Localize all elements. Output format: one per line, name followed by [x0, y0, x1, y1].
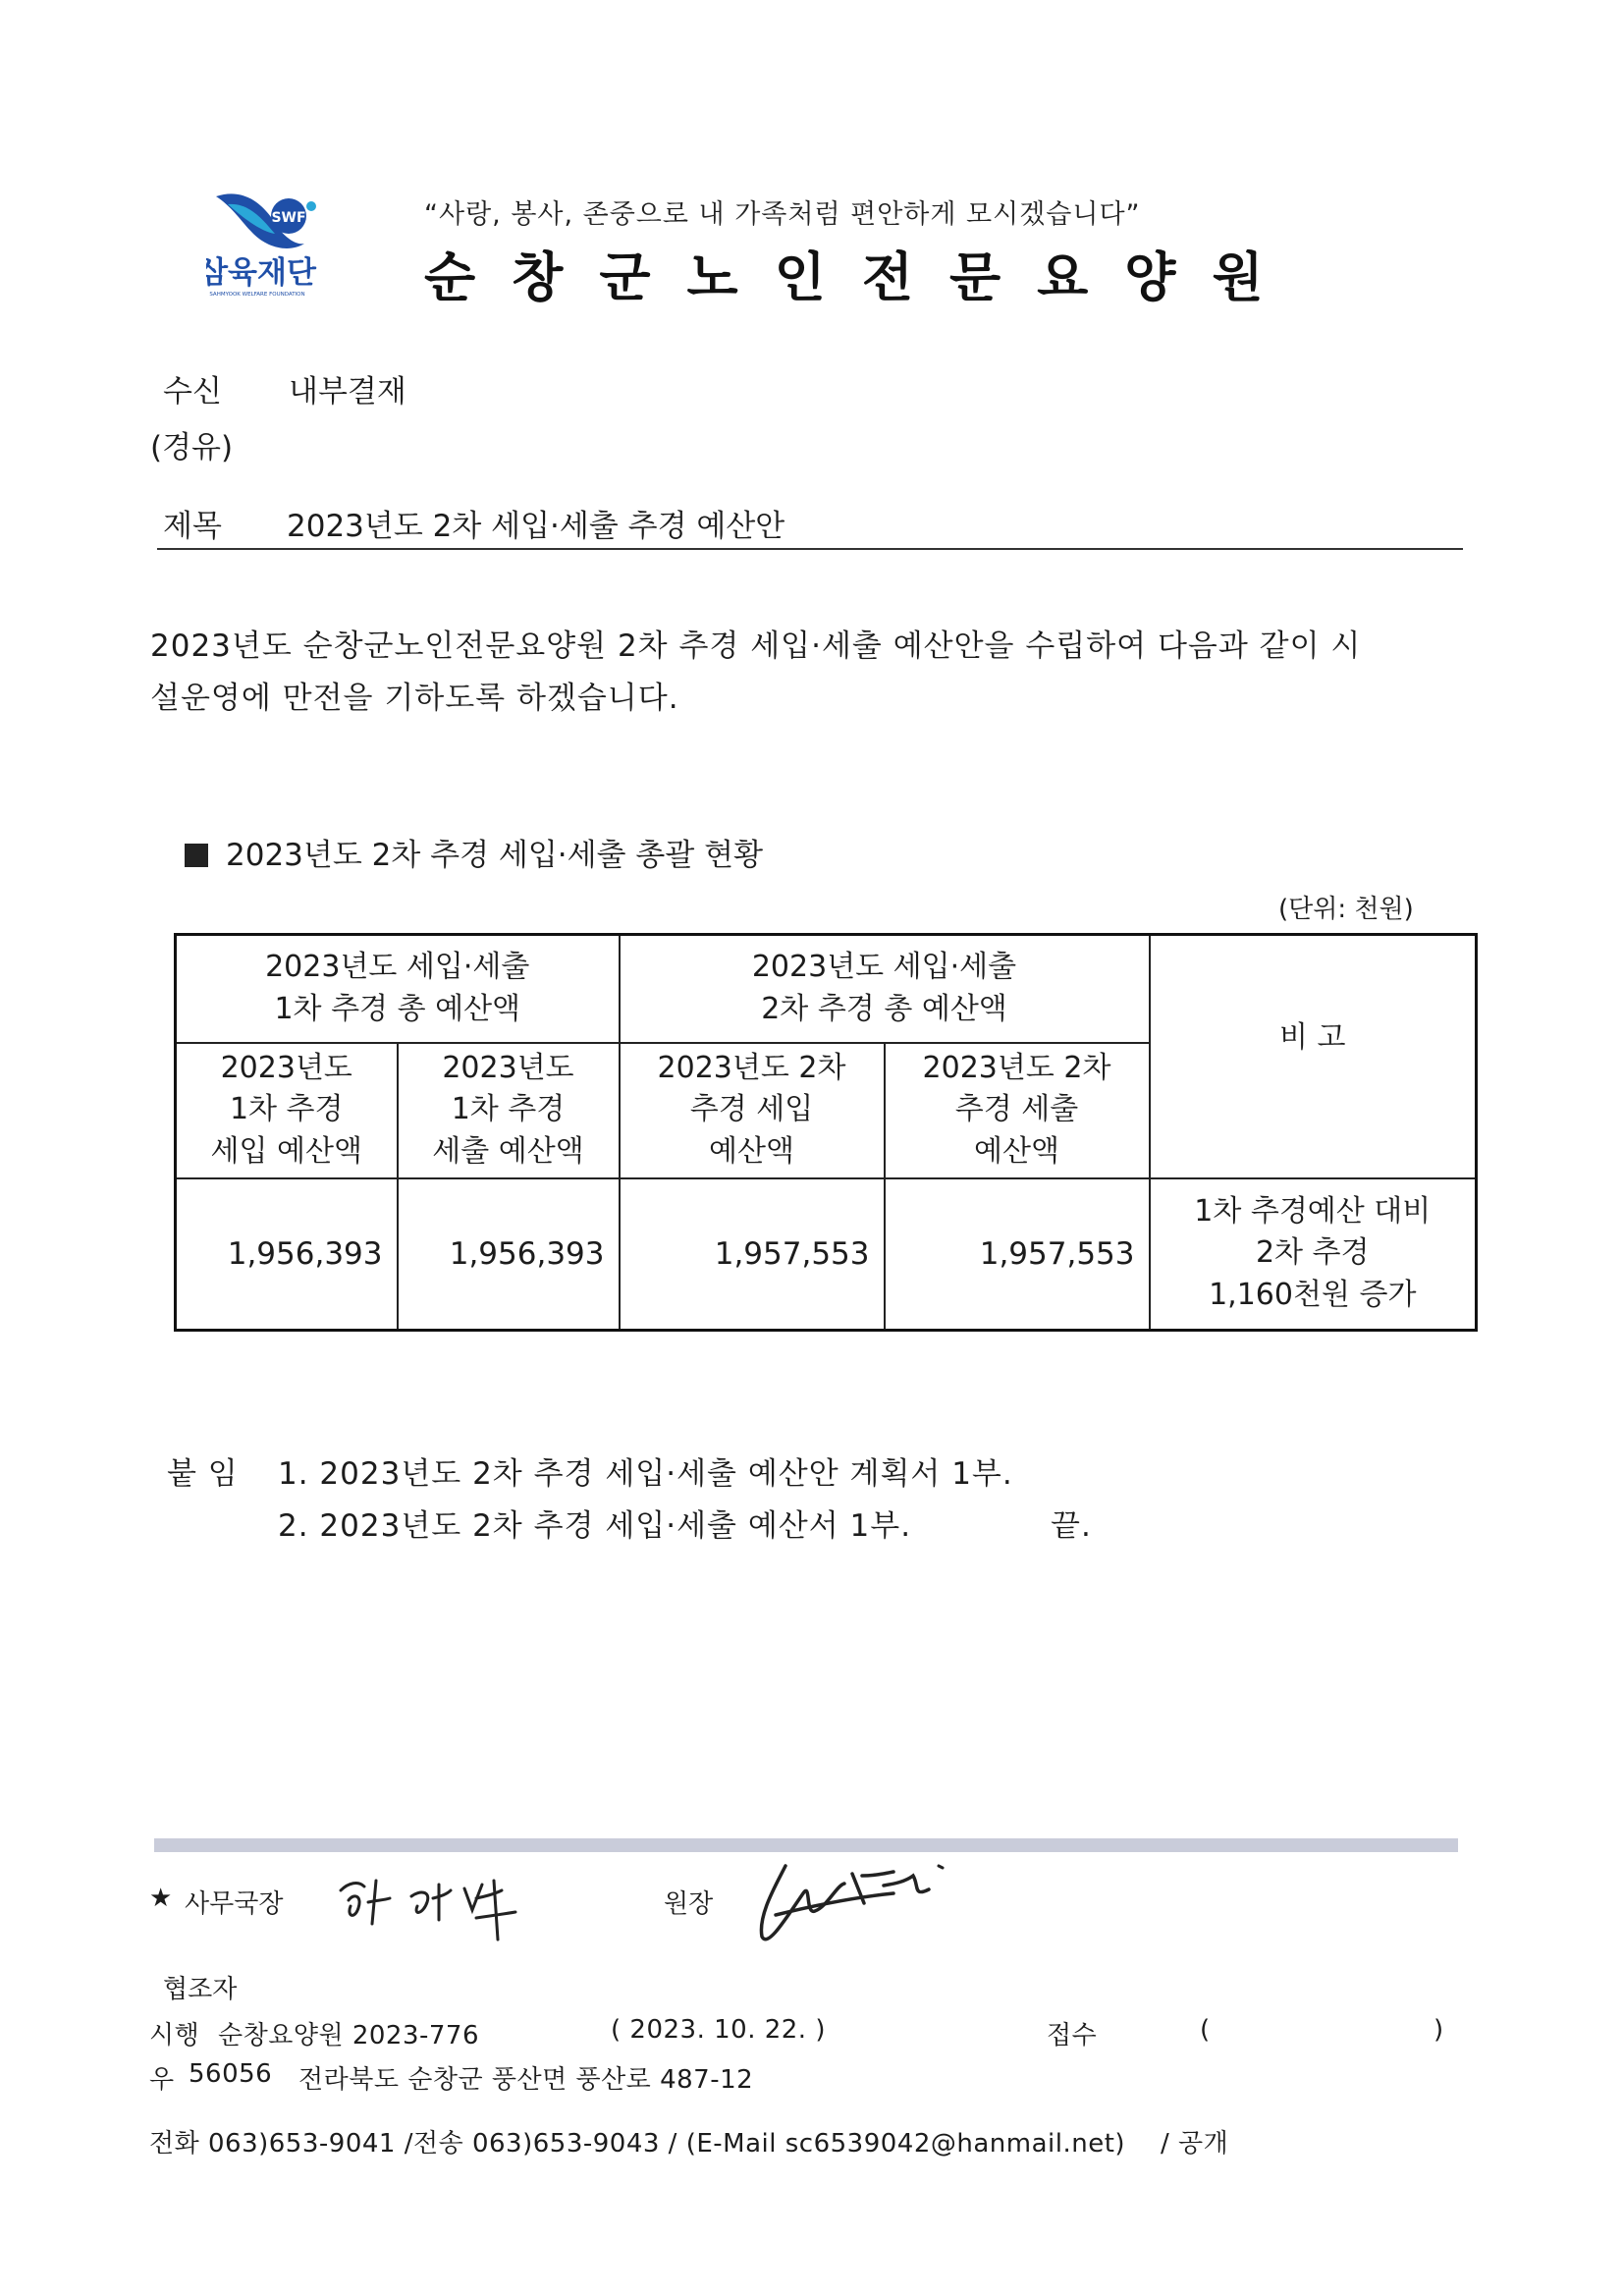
col-header-1-line3: 세입 예산액 — [210, 1133, 362, 1169]
enforce-date: ( 2023. 10. 22. ) — [611, 2015, 826, 2045]
recipient-label: 수신 — [163, 374, 222, 410]
svg-text:SAHMYOOK WELFARE FOUNDATION: SAHMYOOK WELFARE FOUNDATION — [209, 292, 305, 298]
square-bullet-icon — [185, 844, 208, 867]
director-label: 원장 — [664, 1889, 714, 1919]
value-2nd-revenue: 1,957,553 — [620, 1178, 885, 1331]
receipt-close-paren: ) — [1434, 2015, 1444, 2045]
value-1st-revenue: 1,956,393 — [176, 1178, 398, 1331]
disclosure: / 공개 — [1161, 2129, 1229, 2159]
remark-line1: 1차 추경예산 대비 — [1194, 1193, 1432, 1229]
foundation-logo — [206, 177, 393, 304]
group-header-1st-line1: 2023년도 세입·세출 — [265, 950, 530, 985]
col-header-4 — [885, 1043, 1150, 1178]
end-mark: 끝. — [1051, 1508, 1092, 1544]
organization-name: 순창군노인전문요양원 — [424, 246, 1300, 308]
body-line-2: 설운영에 만전을 기하도록 하겠습니다. — [150, 681, 679, 716]
unit-label: (단위: 천원) — [1278, 895, 1414, 924]
enforce-value: 순창요양원 2023-776 — [218, 2021, 480, 2050]
svg-text:삼육재단: 삼육재단 — [206, 255, 316, 291]
value-2nd-expenditure: 1,957,553 — [885, 1178, 1150, 1331]
remark-header — [1150, 935, 1477, 1178]
contact-info: 전화 063)653-9041 /전송 063)653-9043 / (E-Mail sc6539042@hanmail.net) — [149, 2129, 1126, 2159]
attachment-label: 붙 임 — [167, 1456, 239, 1492]
secretary-signature — [329, 1861, 525, 1949]
remark-line2: 2차 추경 — [1255, 1235, 1370, 1271]
col-header-2-line2: 1차 추경 — [451, 1092, 566, 1127]
remark-line3: 1,160천원 증가 — [1209, 1278, 1417, 1313]
subject-label: 제목 — [163, 509, 222, 544]
postal-code: 56056 — [189, 2059, 273, 2089]
remark-cell — [1150, 1178, 1477, 1331]
group-header-1st-line2: 1차 추경 총 예산액 — [274, 991, 521, 1026]
group-header-2nd-line2: 2차 추경 총 예산액 — [761, 991, 1007, 1026]
foundation-logo-icon — [206, 177, 393, 304]
col-header-1-line2: 1차 추경 — [229, 1092, 344, 1127]
receipt-open-paren: ( — [1200, 2015, 1211, 2045]
value-1st-expenditure: 1,956,393 — [398, 1178, 620, 1331]
attachment-item-1: 1. 2023년도 2차 추경 세입·세출 예산안 계획서 1부. — [278, 1456, 1013, 1492]
star-icon: ★ — [149, 1884, 173, 1913]
col-header-4-line2: 추경 세출 — [954, 1092, 1079, 1127]
col-header-1 — [176, 1043, 398, 1178]
group-header-2nd — [620, 935, 1150, 1043]
cooperator-label: 협조자 — [163, 1975, 238, 2004]
col-header-2 — [398, 1043, 620, 1178]
col-header-4-line3: 예산액 — [974, 1133, 1059, 1169]
group-header-2nd-line1: 2023년도 세입·세출 — [751, 950, 1017, 985]
section-title — [185, 830, 763, 874]
remark-header-text: 비 고 — [1279, 1020, 1346, 1056]
enforce-label: 시행 — [149, 2021, 200, 2050]
col-header-3-line1: 2023년도 2차 — [657, 1050, 846, 1085]
budget-summary-table — [174, 933, 1478, 1332]
section-title-text: 2023년도 2차 추경 세입·세출 총괄 현황 — [226, 838, 764, 873]
col-header-2-line1: 2023년도 — [442, 1050, 574, 1085]
secretary-label: 사무국장 — [185, 1889, 284, 1919]
via-label: (경유) — [150, 430, 234, 465]
postal-label: 우 — [149, 2065, 175, 2095]
table-header-row-1 — [176, 935, 1477, 1043]
col-header-4-line1: 2023년도 2차 — [922, 1050, 1111, 1085]
col-header-3 — [620, 1043, 885, 1178]
col-header-3-line2: 추경 세입 — [689, 1092, 814, 1127]
table-data-row — [176, 1178, 1477, 1331]
subject-value: 2023년도 2차 세입·세출 추경 예산안 — [287, 509, 785, 544]
slogan: “사랑, 봉사, 존중으로 내 가족처럼 편안하게 모시겠습니다” — [424, 199, 1141, 230]
receipt-label: 접수 — [1047, 2021, 1098, 2050]
col-header-2-line3: 세출 예산액 — [432, 1133, 584, 1169]
body-line-1: 2023년도 순창군노인전문요양원 2차 추경 세입·세출 예산안을 수립하여 다음과 같이 시 — [150, 629, 1362, 664]
subject-divider — [157, 548, 1463, 550]
col-header-3-line3: 예산액 — [709, 1133, 794, 1169]
attachment-item-2: 2. 2023년도 2차 추경 세입·세출 예산서 1부. — [278, 1508, 912, 1544]
address: 전라북도 순창군 풍산면 풍산로 487-12 — [298, 2065, 754, 2095]
svg-text:SWF: SWF — [271, 210, 306, 226]
recipient-value: 내부결재 — [289, 374, 406, 410]
col-header-1-line1: 2023년도 — [220, 1050, 352, 1085]
group-header-1st — [176, 935, 620, 1043]
director-signature — [746, 1846, 972, 1954]
